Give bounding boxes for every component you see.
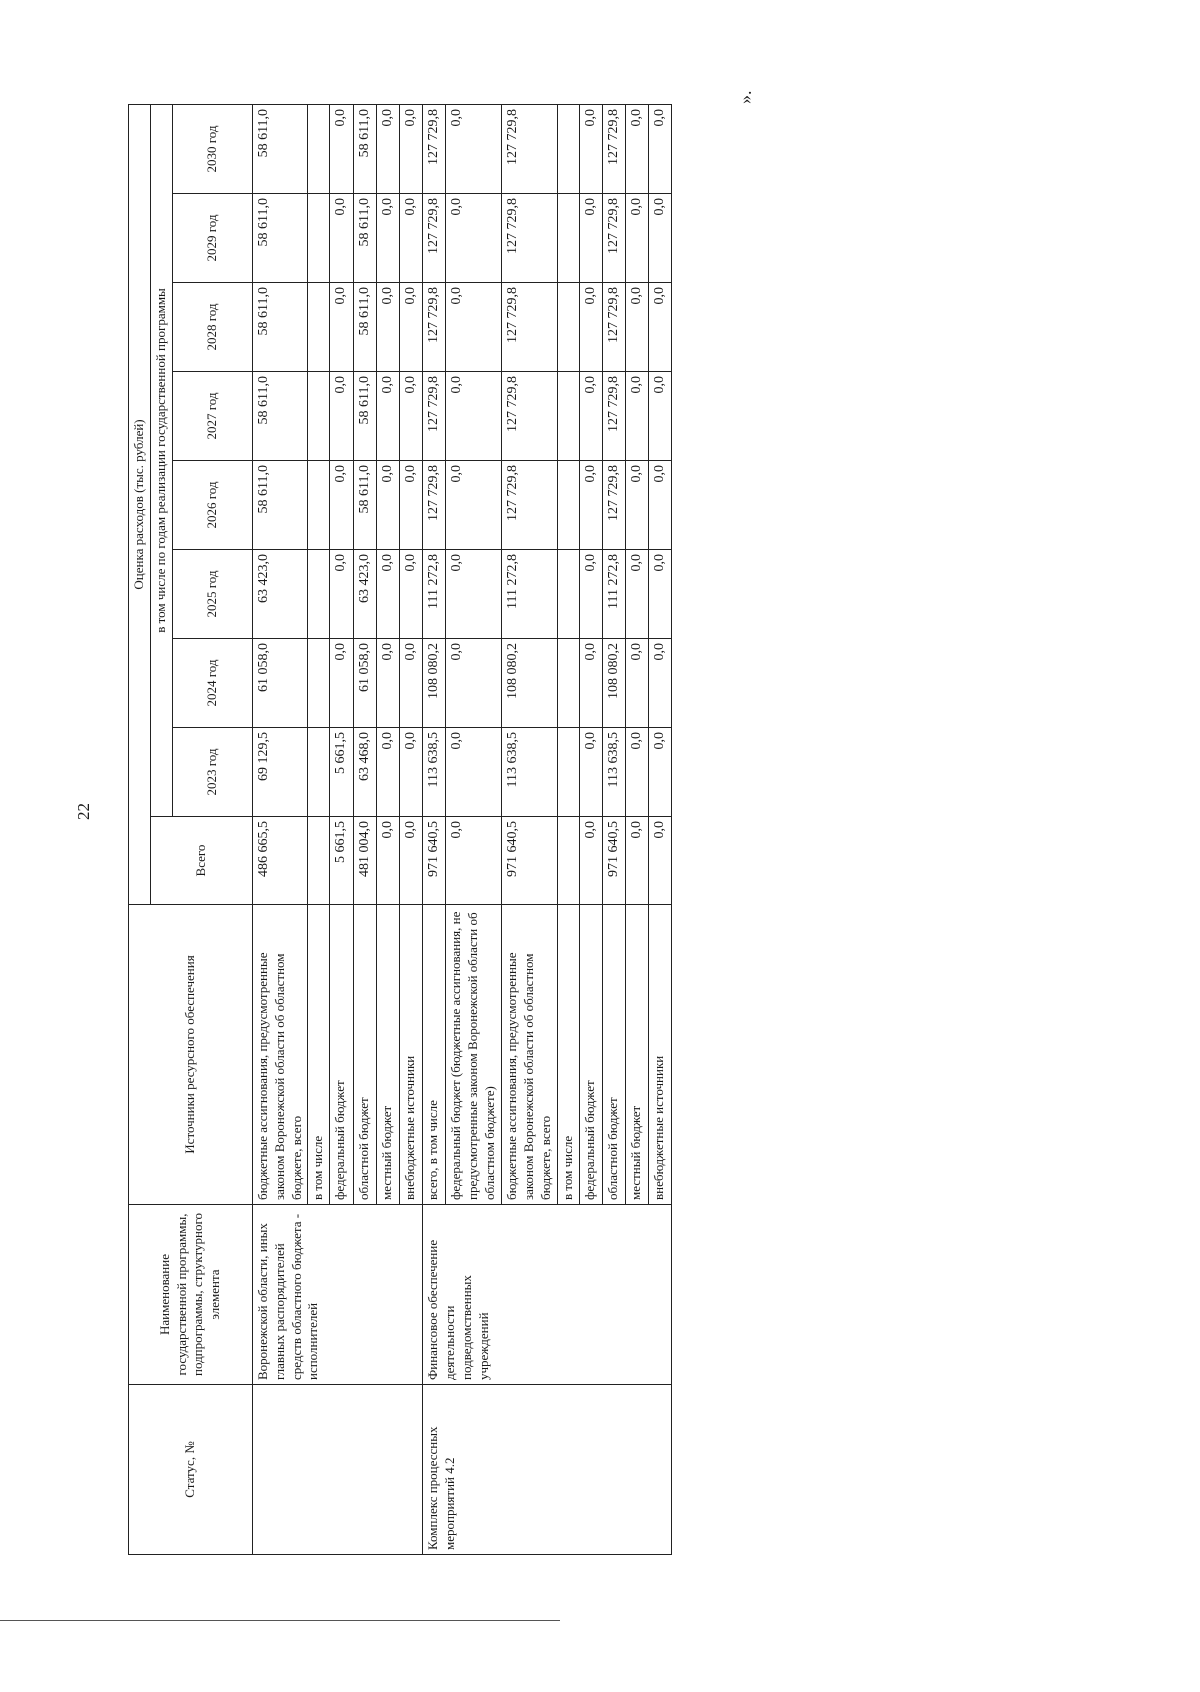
year-value-cell: 0,0: [399, 372, 422, 461]
total-cell: 971 640,5: [501, 817, 557, 905]
year-value-cell: 58 611,0: [353, 461, 376, 550]
total-cell: [557, 817, 579, 905]
year-value-cell: 58 611,0: [252, 461, 308, 550]
source-cell: федеральный бюджет (бюджетные ассигнования, не предусмотренные законом Воронежской области об областном бюджете): [446, 905, 502, 1205]
header-year: 2025 год: [172, 550, 252, 639]
status-cell: [252, 1385, 422, 1555]
header-program-name: Наименование государственной программы, подпрограммы, структурного элемента: [129, 1205, 253, 1385]
year-value-cell: 0,0: [625, 639, 648, 728]
total-cell: 971 640,5: [602, 817, 625, 905]
year-value-cell: 58 611,0: [252, 283, 308, 372]
year-value-cell: 127 729,8: [602, 461, 625, 550]
header-year: 2030 год: [172, 104, 252, 193]
year-value-cell: 0,0: [330, 550, 353, 639]
year-value-cell: 0,0: [579, 461, 602, 550]
header-year: 2026 год: [172, 461, 252, 550]
year-value-cell: 58 611,0: [353, 194, 376, 283]
year-value-cell: 0,0: [625, 194, 648, 283]
source-cell: всего, в том числе: [423, 905, 446, 1205]
year-value-cell: 0,0: [649, 639, 672, 728]
total-cell: 5 661,5: [330, 817, 353, 905]
year-value-cell: 0,0: [579, 372, 602, 461]
year-value-cell: 127 729,8: [423, 104, 446, 193]
total-cell: 0,0: [625, 817, 648, 905]
source-cell: внебюджетные источники: [649, 905, 672, 1205]
program-name-cell: Финансовое обеспечение деятельности подведомственных учреждений: [423, 1205, 672, 1385]
source-cell: федеральный бюджет: [579, 905, 602, 1205]
year-value-cell: 0,0: [399, 728, 422, 817]
source-cell: местный бюджет: [376, 905, 399, 1205]
program-name-cell: Воронежской области, иных главных распорядителей средств областного бюджета - исполнителей: [252, 1205, 422, 1385]
year-value-cell: [308, 461, 330, 550]
year-value-cell: 0,0: [376, 194, 399, 283]
year-value-cell: 0,0: [330, 194, 353, 283]
year-value-cell: 127 729,8: [602, 372, 625, 461]
year-value-cell: 58 611,0: [252, 372, 308, 461]
year-value-cell: [557, 639, 579, 728]
source-cell: внебюджетные источники: [399, 905, 422, 1205]
year-value-cell: 127 729,8: [423, 461, 446, 550]
year-value-cell: 63 423,0: [252, 550, 308, 639]
year-value-cell: [557, 372, 579, 461]
total-cell: 0,0: [446, 817, 502, 905]
year-value-cell: 0,0: [376, 372, 399, 461]
year-value-cell: 0,0: [399, 550, 422, 639]
year-value-cell: [308, 104, 330, 193]
year-value-cell: 0,0: [579, 194, 602, 283]
year-value-cell: [308, 728, 330, 817]
table-row: [423, 104, 446, 1554]
closing-quote-mark: ».: [735, 90, 755, 104]
year-value-cell: 127 729,8: [501, 461, 557, 550]
year-value-cell: 0,0: [625, 550, 648, 639]
year-value-cell: 0,0: [649, 728, 672, 817]
year-value-cell: 58 611,0: [252, 104, 308, 193]
year-value-cell: [308, 194, 330, 283]
year-value-cell: [557, 550, 579, 639]
year-value-cell: 63 423,0: [353, 550, 376, 639]
year-value-cell: 0,0: [330, 461, 353, 550]
year-value-cell: 111 272,8: [423, 550, 446, 639]
budget-table: [128, 104, 672, 1555]
year-value-cell: 127 729,8: [423, 283, 446, 372]
year-value-cell: 69 129,5: [252, 728, 308, 817]
source-cell: областной бюджет: [353, 905, 376, 1205]
year-value-cell: 0,0: [399, 639, 422, 728]
year-value-cell: 0,0: [376, 461, 399, 550]
year-value-cell: 113 638,5: [423, 728, 446, 817]
year-value-cell: 111 272,8: [501, 550, 557, 639]
header-year: 2029 год: [172, 194, 252, 283]
year-value-cell: 0,0: [399, 461, 422, 550]
year-value-cell: 127 729,8: [501, 194, 557, 283]
year-value-cell: 0,0: [330, 283, 353, 372]
year-value-cell: 0,0: [399, 194, 422, 283]
year-value-cell: 0,0: [625, 283, 648, 372]
year-value-cell: 0,0: [446, 461, 502, 550]
year-value-cell: [557, 194, 579, 283]
year-value-cell: 0,0: [399, 283, 422, 372]
total-cell: 971 640,5: [423, 817, 446, 905]
year-value-cell: 127 729,8: [501, 104, 557, 193]
total-cell: 0,0: [649, 817, 672, 905]
year-value-cell: 127 729,8: [423, 372, 446, 461]
header-sources: Источники ресурсного обеспечения: [129, 905, 253, 1205]
year-value-cell: 0,0: [446, 194, 502, 283]
year-value-cell: 61 058,0: [353, 639, 376, 728]
year-value-cell: 0,0: [446, 283, 502, 372]
year-value-cell: 0,0: [649, 283, 672, 372]
header-total: Всего: [150, 817, 252, 905]
year-value-cell: 127 729,8: [501, 372, 557, 461]
year-value-cell: 0,0: [446, 550, 502, 639]
year-value-cell: [308, 283, 330, 372]
header-year: 2028 год: [172, 283, 252, 372]
source-cell: бюджетные ассигнования, предусмотренные законом Воронежской области об областном бюджете, всего: [252, 905, 308, 1205]
year-value-cell: 0,0: [579, 639, 602, 728]
year-value-cell: 63 468,0: [353, 728, 376, 817]
rotated-table-wrapper: [128, 105, 728, 1555]
year-value-cell: 0,0: [649, 372, 672, 461]
year-value-cell: 0,0: [649, 550, 672, 639]
year-value-cell: 0,0: [579, 104, 602, 193]
header-year: 2027 год: [172, 372, 252, 461]
scan-edge-line: [0, 1620, 560, 1621]
year-value-cell: 0,0: [446, 104, 502, 193]
total-cell: 486 665,5: [252, 817, 308, 905]
year-value-cell: 127 729,8: [602, 194, 625, 283]
header-estimate: Оценка расходов (тыс. рублей): [129, 104, 151, 904]
year-value-cell: 127 729,8: [423, 194, 446, 283]
year-value-cell: [308, 639, 330, 728]
header-by-years: в том числе по годам реализации государственной программы: [150, 104, 172, 816]
year-value-cell: 58 611,0: [252, 194, 308, 283]
year-value-cell: 113 638,5: [501, 728, 557, 817]
year-value-cell: 0,0: [649, 104, 672, 193]
year-value-cell: [308, 372, 330, 461]
total-cell: 481 004,0: [353, 817, 376, 905]
year-value-cell: 0,0: [446, 372, 502, 461]
page-number: 22: [74, 803, 93, 820]
source-cell: в том числе: [557, 905, 579, 1205]
year-value-cell: 108 080,2: [501, 639, 557, 728]
year-value-cell: 0,0: [376, 104, 399, 193]
year-value-cell: 0,0: [330, 639, 353, 728]
year-value-cell: 113 638,5: [602, 728, 625, 817]
year-value-cell: [557, 461, 579, 550]
year-value-cell: 127 729,8: [602, 283, 625, 372]
year-value-cell: 58 611,0: [353, 372, 376, 461]
year-value-cell: 0,0: [625, 728, 648, 817]
year-value-cell: [557, 283, 579, 372]
table-row: [252, 104, 308, 1554]
total-cell: 0,0: [399, 817, 422, 905]
year-value-cell: 0,0: [579, 283, 602, 372]
year-value-cell: 108 080,2: [602, 639, 625, 728]
total-cell: 0,0: [376, 817, 399, 905]
year-value-cell: 127 729,8: [602, 104, 625, 193]
year-value-cell: [557, 104, 579, 193]
year-value-cell: [557, 728, 579, 817]
source-cell: областной бюджет: [602, 905, 625, 1205]
year-value-cell: 0,0: [625, 104, 648, 193]
year-value-cell: 0,0: [579, 728, 602, 817]
year-value-cell: 0,0: [446, 728, 502, 817]
year-value-cell: 127 729,8: [501, 283, 557, 372]
year-value-cell: 0,0: [625, 461, 648, 550]
year-value-cell: 0,0: [649, 461, 672, 550]
status-cell: Комплекс процессных мероприятий 4.2: [423, 1385, 672, 1555]
year-value-cell: [308, 550, 330, 639]
year-value-cell: 0,0: [446, 639, 502, 728]
header-year: 2024 год: [172, 639, 252, 728]
header-year: 2023 год: [172, 728, 252, 817]
source-cell: бюджетные ассигнования, предусмотренные законом Воронежской области об областном бюджете, всего: [501, 905, 557, 1205]
source-cell: местный бюджет: [625, 905, 648, 1205]
year-value-cell: 58 611,0: [353, 104, 376, 193]
year-value-cell: 0,0: [649, 194, 672, 283]
year-value-cell: 58 611,0: [353, 283, 376, 372]
year-value-cell: 5 661,5: [330, 728, 353, 817]
source-cell: федеральный бюджет: [330, 905, 353, 1205]
year-value-cell: 0,0: [330, 104, 353, 193]
year-value-cell: 0,0: [376, 639, 399, 728]
source-cell: в том числе: [308, 905, 330, 1205]
year-value-cell: 0,0: [376, 283, 399, 372]
year-value-cell: 0,0: [399, 104, 422, 193]
year-value-cell: 108 080,2: [423, 639, 446, 728]
year-value-cell: 0,0: [330, 372, 353, 461]
year-value-cell: 111 272,8: [602, 550, 625, 639]
total-cell: 0,0: [579, 817, 602, 905]
year-value-cell: 0,0: [625, 372, 648, 461]
total-cell: [308, 817, 330, 905]
year-value-cell: 61 058,0: [252, 639, 308, 728]
year-value-cell: 0,0: [579, 550, 602, 639]
year-value-cell: 0,0: [376, 550, 399, 639]
year-value-cell: 0,0: [376, 728, 399, 817]
header-status: Статус, №: [129, 1385, 253, 1555]
